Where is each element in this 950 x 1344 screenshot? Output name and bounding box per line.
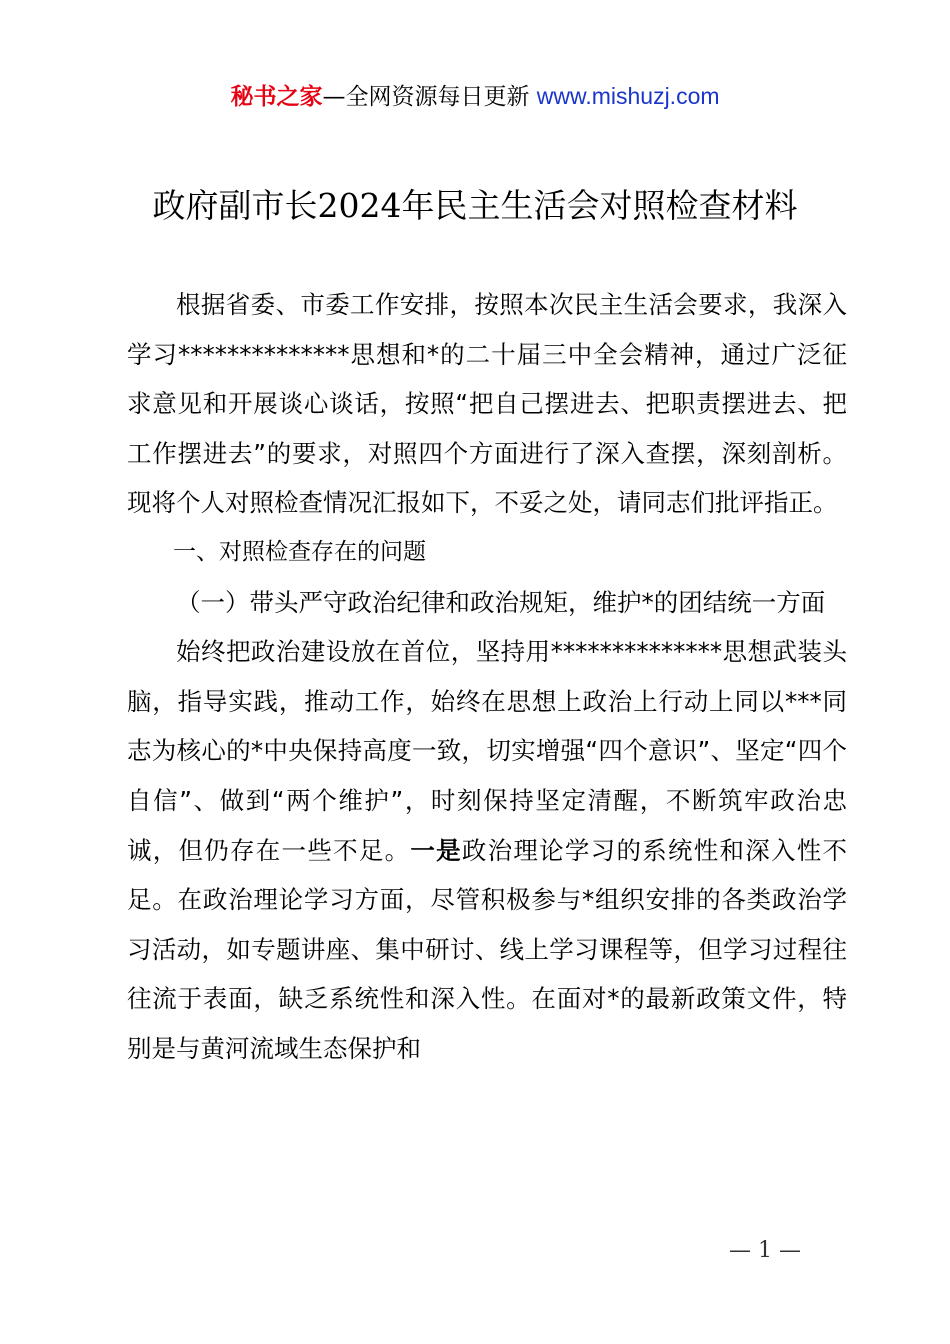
page-number: — 1 — bbox=[729, 1238, 801, 1263]
document-title: 政府副市长2024年民主生活会对照检查材料 bbox=[152, 186, 798, 225]
site-brand: 秘书之家 bbox=[230, 84, 323, 110]
paragraph-text-start: 始终把政治建设放在首位，坚持用**************思想武装头脑，指导实践，推动工作，始终在思想上政治上行动上同以***同志为核心的*中央保持高度一致，切实增强“四个意识”、坚定“四个自信”、做到“两个维护”，时刻保持坚定清醒，不断筑牢政治忠诚，但仍存在一些不足。 bbox=[127, 637, 847, 865]
site-url-link[interactable]: www.mishuzj.com bbox=[536, 83, 720, 109]
site-banner bbox=[0, 80, 950, 113]
intro-paragraph: 根据省委、市委工作安排，按照本次民主生活会要求，我深入学习**************思想和*的二十届三中全会精神，通过广泛征求意见和开展谈心谈话，按照“把自己摆进去、把职责摆进去、把工作摆进去”的要求，对照四个方面进行了深入查摆，深刻剖析。现将个人对照检查情况汇报如下，不妥之处，请同志们批评指正。 bbox=[127, 290, 847, 518]
subsection-heading: （一）带头严守政治纪律和政治规矩，维护*的团结统一方面 bbox=[176, 587, 826, 617]
paragraph-text-continued: 政治理论学习的系统性和深入性不足。在政治理论学习方面，尽管积极参与*组织安排的各类政治学习活动，如专题讲座、集中研讨、线上学习课程等，但学习过程往往流于表面，缺乏系统性和深入性。在面对*的最新政策文件，特别是与黄河流域生态保护和 bbox=[127, 835, 848, 1063]
section-heading: 一、对照检查存在的问题 bbox=[173, 538, 426, 565]
document-body bbox=[127, 280, 847, 1074]
site-tagline: —全网资源每日更新 bbox=[322, 84, 537, 110]
bold-marker: 一是 bbox=[410, 835, 462, 865]
body-paragraph bbox=[127, 627, 847, 1073]
